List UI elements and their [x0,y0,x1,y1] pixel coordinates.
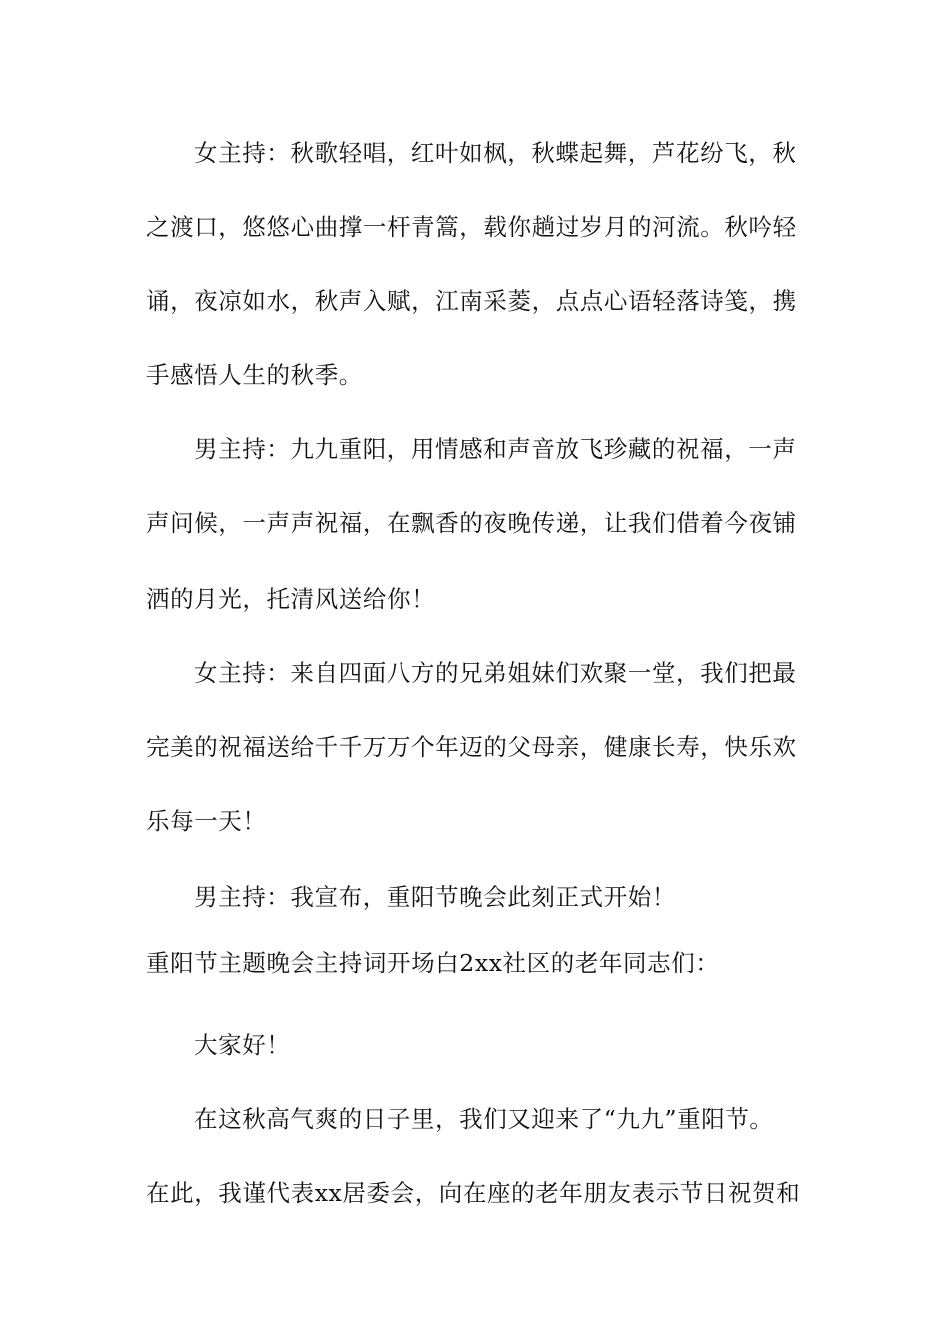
paragraph-line: 手感悟人生的秋季。 [146,361,363,389]
paragraph-line: 完美的祝福送给千千万万个年迈的父母亲，健康长寿，快乐欢 [146,733,797,761]
paragraph-line: 之渡口，悠悠心曲撑一杆青篙，载你趟过岁月的河流。秋吟轻 [146,213,797,241]
paragraph-line: 男主持：九九重阳，用情感和声音放飞珍藏的祝福，一声 [194,435,797,463]
paragraph-line: 在这秋高气爽的日子里，我们又迎来了“九九”重阳节。 [194,1105,774,1133]
paragraph-line: 在此，我谨代表xx居委会，向在座的老年朋友表示节日祝贺和 [146,1179,801,1207]
paragraph-line: 声问候，一声声祝福，在飘香的夜晚传递，让我们借着今夜铺 [146,509,797,537]
paragraph-line: 男主持：我宣布，重阳节晚会此刻正式开始！ [194,883,676,911]
paragraph-line: 女主持：秋歌轻唱，红叶如枫，秋蝶起舞，芦花纷飞，秋 [194,139,797,167]
paragraph-line: 诵，夜凉如水，秋声入赋，江南采菱，点点心语轻落诗笺，携 [146,287,797,315]
section-heading-line: 重阳节主题晚会主持词开场白2xx社区的老年同志们： [146,949,720,977]
greeting-line: 大家好！ [194,1031,291,1059]
paragraph-line: 洒的月光，托清风送给你！ [146,585,436,613]
paragraph-line: 女主持：来自四面八方的兄弟姐妹们欢聚一堂，我们把最 [194,659,797,687]
paragraph-line: 乐每一天！ [146,807,267,835]
